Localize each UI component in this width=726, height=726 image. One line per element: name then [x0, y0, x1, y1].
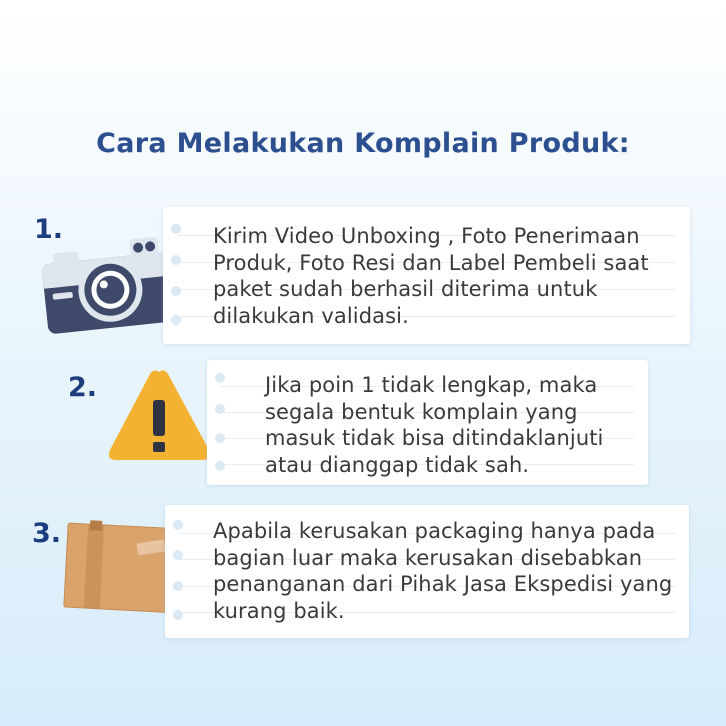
step-text-3: Apabila kerusakan packaging hanya pada bagian luar maka kerusakan disebabkan penanganan dari Pihak Jasa Ekspedisi yang kurang baik. — [213, 519, 673, 623]
step-card-1 — [163, 207, 690, 344]
step-card-3 — [165, 505, 689, 638]
step-card-2 — [207, 360, 648, 485]
step-number-2: 2. — [68, 372, 98, 403]
page-title: Cara Melakukan Komplain Produk: — [96, 128, 630, 159]
step-number-1: 1. — [34, 214, 64, 245]
step-number-3: 3. — [32, 518, 62, 549]
step-text-2: Jika poin 1 tidak lengkap, maka segala bentuk komplain yang masuk tidak bisa ditindaklanjuti atau dianggap tidak sah. — [265, 373, 604, 477]
camera-icon — [38, 236, 178, 334]
step-text-1: Kirim Video Unboxing , Foto Penerimaan Produk, Foto Resi dan Label Pembeli saat paket sudah berhasil diterima untuk dilakukan validasi. — [213, 224, 649, 328]
warning-icon — [104, 366, 214, 464]
